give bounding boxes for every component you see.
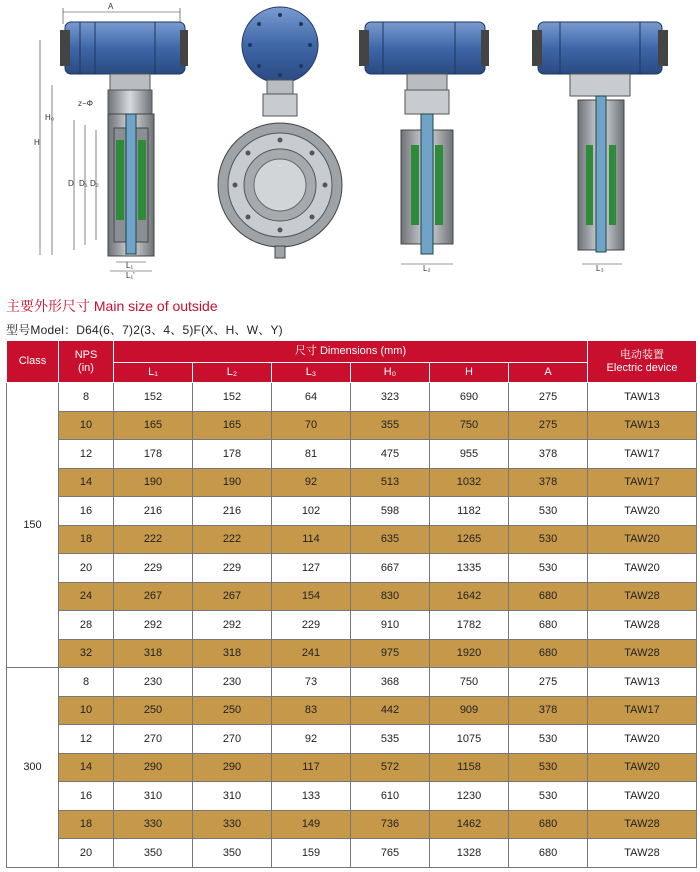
nps-cell: 10: [59, 411, 114, 440]
l1-cell: 290: [114, 753, 193, 782]
nps-cell: 16: [59, 782, 114, 811]
dim-label-h: H: [34, 138, 40, 147]
h-cell: 1335: [430, 554, 509, 583]
l1-cell: 230: [114, 668, 193, 697]
l3-cell: 149: [272, 810, 351, 839]
table-row: [7, 497, 697, 526]
l3-cell: 229: [272, 611, 351, 640]
h0-cell: 368: [351, 668, 430, 697]
l1-cell: 190: [114, 468, 193, 497]
nps-cell: 18: [59, 525, 114, 554]
l3-cell: 64: [272, 383, 351, 412]
section-title: 主要外形尺寸 Main size of outside: [6, 298, 218, 314]
a-cell: 378: [509, 696, 588, 725]
table-row: [7, 810, 697, 839]
h-cell: 1032: [430, 468, 509, 497]
dim-label-zphi: z−Φ: [78, 99, 94, 108]
header-h: H: [430, 363, 509, 383]
h0-cell: 475: [351, 440, 430, 469]
a-cell: 680: [509, 582, 588, 611]
device-cell: TAW28: [588, 839, 697, 868]
h-cell: 1642: [430, 582, 509, 611]
a-cell: 530: [509, 753, 588, 782]
nps-cell: 8: [59, 383, 114, 412]
header-nps: NPS (in): [59, 341, 114, 383]
h-cell: 1328: [430, 839, 509, 868]
h0-cell: 513: [351, 468, 430, 497]
header-h0: H₀: [351, 363, 430, 383]
l1-cell: 165: [114, 411, 193, 440]
h0-cell: 598: [351, 497, 430, 526]
side-view-drawing: [215, 0, 345, 285]
a-cell: 378: [509, 468, 588, 497]
l2-cell: 290: [193, 753, 272, 782]
a-cell: 530: [509, 782, 588, 811]
dim-label-d: D: [68, 179, 74, 188]
front-view-drawing: [30, 0, 210, 285]
nps-cell: 8: [59, 668, 114, 697]
l2-cell: 216: [193, 497, 272, 526]
l3-cell: 241: [272, 639, 351, 668]
l1-cell: 250: [114, 696, 193, 725]
h-cell: 690: [430, 383, 509, 412]
device-cell: TAW28: [588, 639, 697, 668]
table-row: [7, 725, 697, 754]
table-body: [7, 383, 697, 868]
a-cell: 530: [509, 554, 588, 583]
dim-label-a: A: [108, 2, 114, 11]
h0-cell: 323: [351, 383, 430, 412]
table-row: [7, 554, 697, 583]
l3-cell: 127: [272, 554, 351, 583]
l2-cell: 292: [193, 611, 272, 640]
device-cell: TAW20: [588, 725, 697, 754]
l2-cell: 318: [193, 639, 272, 668]
device-cell: TAW20: [588, 525, 697, 554]
h0-cell: 572: [351, 753, 430, 782]
l1-cell: 330: [114, 810, 193, 839]
dim-label-l2: L₂: [423, 264, 431, 273]
table-row: [7, 668, 697, 697]
class-cell: 150: [7, 383, 59, 668]
h0-cell: 355: [351, 411, 430, 440]
device-cell: TAW28: [588, 611, 697, 640]
dim-label-l3: L₃: [596, 264, 604, 273]
nps-cell: 28: [59, 611, 114, 640]
header-l1: L₁: [114, 363, 193, 383]
l3-cell: 159: [272, 839, 351, 868]
l3-cell: 70: [272, 411, 351, 440]
table-row: [7, 383, 697, 412]
header-l2: L₂: [193, 363, 272, 383]
h0-cell: 830: [351, 582, 430, 611]
h-cell: 1158: [430, 753, 509, 782]
h-cell: 1182: [430, 497, 509, 526]
a-cell: 680: [509, 639, 588, 668]
l2-cell: 190: [193, 468, 272, 497]
dim-label-h0: H₀: [45, 113, 55, 122]
l1-cell: 152: [114, 383, 193, 412]
device-cell: TAW13: [588, 411, 697, 440]
h-cell: 1265: [430, 525, 509, 554]
h-cell: 750: [430, 411, 509, 440]
l3-cell: 92: [272, 725, 351, 754]
l1-cell: 270: [114, 725, 193, 754]
device-cell: TAW28: [588, 810, 697, 839]
a-cell: 530: [509, 497, 588, 526]
l1-cell: 350: [114, 839, 193, 868]
l2-cell: 330: [193, 810, 272, 839]
header-class: Class: [7, 341, 59, 383]
a-cell: 680: [509, 839, 588, 868]
header-dimensions: 尺寸 Dimensions (mm): [114, 341, 588, 363]
h0-cell: 535: [351, 725, 430, 754]
l1-cell: 292: [114, 611, 193, 640]
device-cell: TAW20: [588, 782, 697, 811]
dim-label-l1: L₁: [126, 261, 134, 270]
a-cell: 680: [509, 611, 588, 640]
a-cell: 530: [509, 525, 588, 554]
table-row: [7, 696, 697, 725]
h-cell: 1462: [430, 810, 509, 839]
h0-cell: 765: [351, 839, 430, 868]
dim-label-d1: D₁: [79, 179, 88, 188]
l2-cell: 250: [193, 696, 272, 725]
table-row: [7, 782, 697, 811]
l3-cell: 83: [272, 696, 351, 725]
l3-cell: 114: [272, 525, 351, 554]
l3-cell: 154: [272, 582, 351, 611]
l1-cell: 318: [114, 639, 193, 668]
nps-cell: 10: [59, 696, 114, 725]
l3-cell: 73: [272, 668, 351, 697]
table-row: [7, 582, 697, 611]
l2-cell: 310: [193, 782, 272, 811]
device-cell: TAW20: [588, 554, 697, 583]
table-row: [7, 440, 697, 469]
table-row: [7, 411, 697, 440]
device-cell: TAW20: [588, 497, 697, 526]
l2-cell: 230: [193, 668, 272, 697]
nps-cell: 12: [59, 725, 114, 754]
h-cell: 1075: [430, 725, 509, 754]
device-cell: TAW17: [588, 468, 697, 497]
a-cell: 378: [509, 440, 588, 469]
l2-cell: 350: [193, 839, 272, 868]
h-cell: 1782: [430, 611, 509, 640]
table-row: [7, 839, 697, 868]
nps-cell: 16: [59, 497, 114, 526]
model-line: 型号Model：D64(6、7)2(3、4、5)F(X、H、W、Y): [6, 323, 283, 337]
h-cell: 1230: [430, 782, 509, 811]
l2-cell: 152: [193, 383, 272, 412]
valve-drawings: [0, 0, 700, 285]
dimensions-table: [6, 340, 697, 868]
a-cell: 275: [509, 668, 588, 697]
dim-label-d2: D₂: [90, 179, 99, 188]
l3-cell: 117: [272, 753, 351, 782]
a-cell: 275: [509, 411, 588, 440]
l2-cell: 222: [193, 525, 272, 554]
table-row: [7, 611, 697, 640]
a-cell: 275: [509, 383, 588, 412]
l1-cell: 216: [114, 497, 193, 526]
l2-cell: 229: [193, 554, 272, 583]
device-cell: TAW13: [588, 668, 697, 697]
h0-cell: 736: [351, 810, 430, 839]
device-cell: TAW17: [588, 696, 697, 725]
nps-cell: 20: [59, 554, 114, 583]
section-view-drawing: [355, 0, 500, 285]
l2-cell: 267: [193, 582, 272, 611]
nps-cell: 12: [59, 440, 114, 469]
nps-cell: 18: [59, 810, 114, 839]
l3-cell: 81: [272, 440, 351, 469]
a-cell: 680: [509, 810, 588, 839]
h0-cell: 635: [351, 525, 430, 554]
a-cell: 530: [509, 725, 588, 754]
h-cell: 909: [430, 696, 509, 725]
l3-cell: 92: [272, 468, 351, 497]
l3-cell: 102: [272, 497, 351, 526]
table-row: [7, 639, 697, 668]
nps-cell: 24: [59, 582, 114, 611]
l2-cell: 270: [193, 725, 272, 754]
h0-cell: 667: [351, 554, 430, 583]
h-cell: 955: [430, 440, 509, 469]
header-l3: L₃: [272, 363, 351, 383]
nps-cell: 32: [59, 639, 114, 668]
device-cell: TAW20: [588, 753, 697, 782]
device-cell: TAW17: [588, 440, 697, 469]
l1-cell: 310: [114, 782, 193, 811]
nps-cell: 14: [59, 753, 114, 782]
table-row: [7, 753, 697, 782]
l2-cell: 178: [193, 440, 272, 469]
dim-label-l1-prime: L₁': [126, 271, 135, 280]
l1-cell: 222: [114, 525, 193, 554]
l1-cell: 178: [114, 440, 193, 469]
h0-cell: 442: [351, 696, 430, 725]
header-a: A: [509, 363, 588, 383]
h0-cell: 910: [351, 611, 430, 640]
l3-cell: 133: [272, 782, 351, 811]
table-row: [7, 468, 697, 497]
l2-cell: 165: [193, 411, 272, 440]
header-electric-device: 电动装置 Electric device: [588, 341, 697, 383]
h-cell: 1920: [430, 639, 509, 668]
nps-cell: 14: [59, 468, 114, 497]
h-cell: 750: [430, 668, 509, 697]
l1-cell: 267: [114, 582, 193, 611]
l1-cell: 229: [114, 554, 193, 583]
device-cell: TAW13: [588, 383, 697, 412]
wafer-view-drawing: [530, 0, 680, 285]
device-cell: TAW28: [588, 582, 697, 611]
class-cell: 300: [7, 668, 59, 868]
h0-cell: 610: [351, 782, 430, 811]
nps-cell: 20: [59, 839, 114, 868]
table-row: [7, 525, 697, 554]
h0-cell: 975: [351, 639, 430, 668]
